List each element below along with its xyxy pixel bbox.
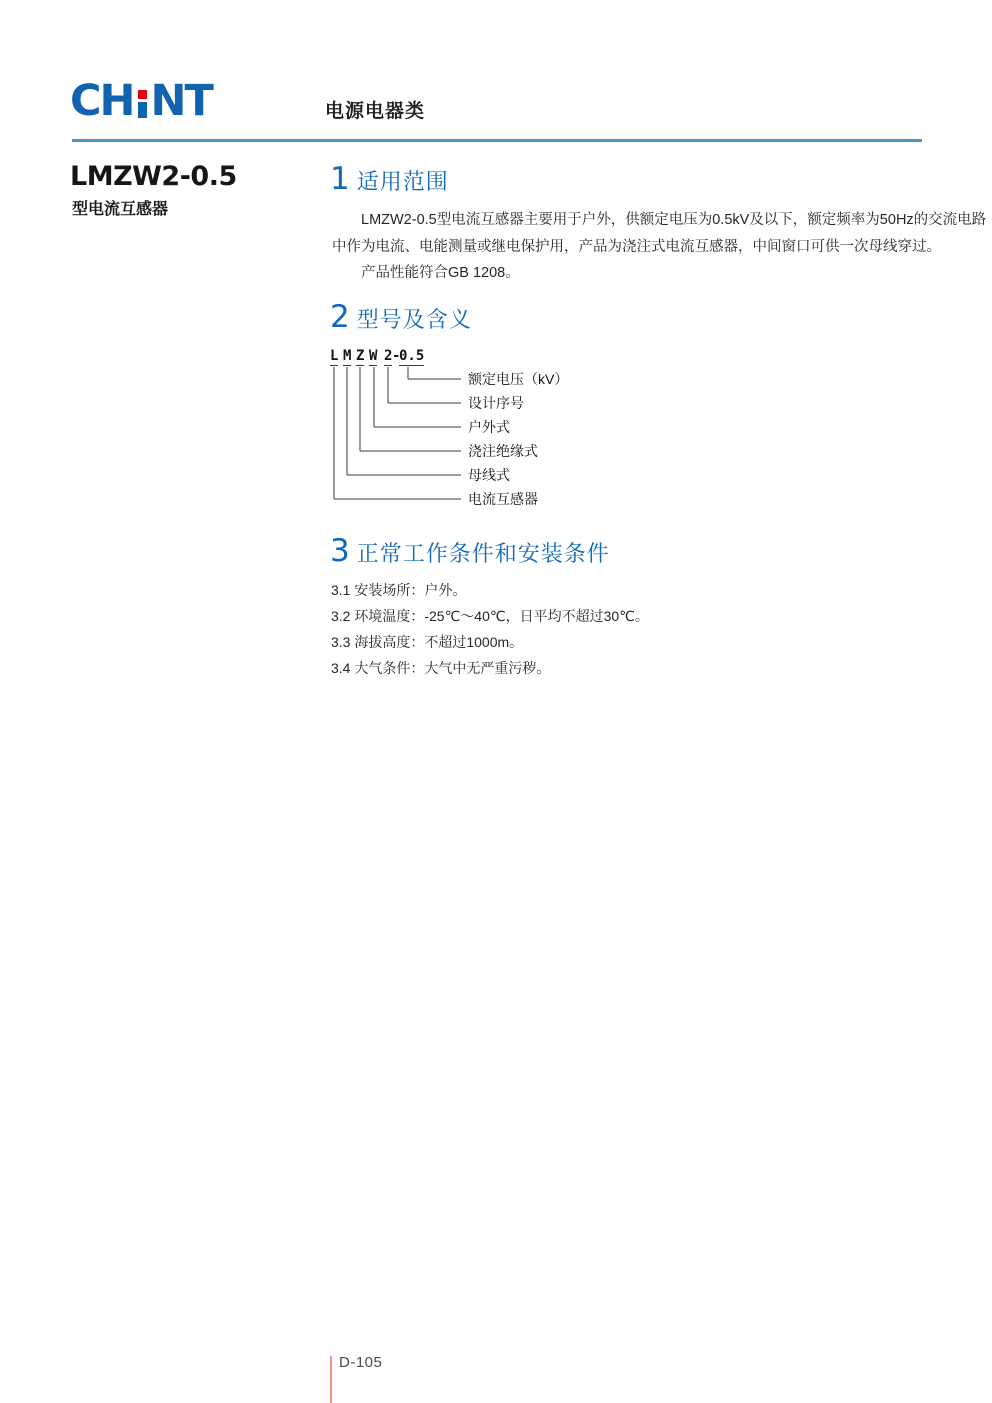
model-code-segment-2: 2 <box>384 348 393 364</box>
diagram-label-busbar-type: 母线式 <box>468 467 510 483</box>
footer-page-number: D-105 <box>339 1354 383 1371</box>
diagram-label-design-serial: 设计序号 <box>468 395 524 411</box>
product-model-title: LMZW2-0.5 <box>70 161 237 192</box>
list-item: 3.4 大气条件：大气中无严重污秽。 <box>331 660 551 676</box>
product-type-subtitle: 型电流互感器 <box>72 201 169 218</box>
conditions-list <box>331 577 649 681</box>
section-3-title: 正常工作条件和安装条件 <box>356 541 610 566</box>
logo-i-stem <box>138 102 147 118</box>
footer-accent-line <box>330 1356 332 1403</box>
model-code-segment-05: 0.5 <box>399 348 425 364</box>
chint-logo <box>70 76 212 126</box>
category-title: 电源电器类 <box>325 101 426 122</box>
section-2-number: 2 <box>330 299 350 335</box>
paragraph-line: 中作为电流、电能测量或继电保护用，产品为浇注式电流互感器，中间窗口可供一次母线穿过。 <box>332 238 941 255</box>
model-code-segment-W: W <box>369 348 378 364</box>
model-code-segment-M: M <box>343 348 352 364</box>
logo-red-dot-icon <box>138 90 147 99</box>
section-1-number: 1 <box>330 161 350 197</box>
paragraph-line: 产品性能符合GB 1208。 <box>361 265 520 281</box>
model-code-segment-Z: Z <box>356 348 365 364</box>
section-1-title: 适用范围 <box>356 169 449 194</box>
section-3-number: 3 <box>330 533 350 569</box>
diagram-label-current-transformer: 电流互感器 <box>468 491 538 507</box>
model-code-segment-L: L <box>330 348 339 364</box>
list-item: 3.2 环境温度：-25℃～40℃，日平均不超过30℃。 <box>331 608 649 624</box>
header-divider-rule <box>72 139 922 142</box>
logo-text-right: NT <box>150 76 212 126</box>
diagram-label-outdoor-type: 户外式 <box>468 419 510 435</box>
diagram-label-rated-voltage: 额定电压（kV） <box>468 371 569 387</box>
section-2-title: 型号及含义 <box>356 307 472 332</box>
list-item: 3.1 安装场所：户外。 <box>331 582 467 598</box>
section-2-heading <box>330 299 472 335</box>
list-item: 3.3 海拔高度：不超过1000m。 <box>331 634 524 650</box>
section-1-heading <box>330 161 449 197</box>
paragraph-line: LMZW2-0.5型电流互感器主要用于户外，供额定电压为0.5kV及以下，额定频率为50Hz的交流电路 <box>361 212 987 228</box>
section-3-heading <box>330 533 610 569</box>
logo-text-left: CH <box>70 76 134 126</box>
logo-letter-i <box>136 86 149 118</box>
diagram-label-cast-insulation: 浇注绝缘式 <box>468 443 538 459</box>
intro-paragraph <box>332 207 986 287</box>
model-code-dash: - <box>392 348 401 364</box>
